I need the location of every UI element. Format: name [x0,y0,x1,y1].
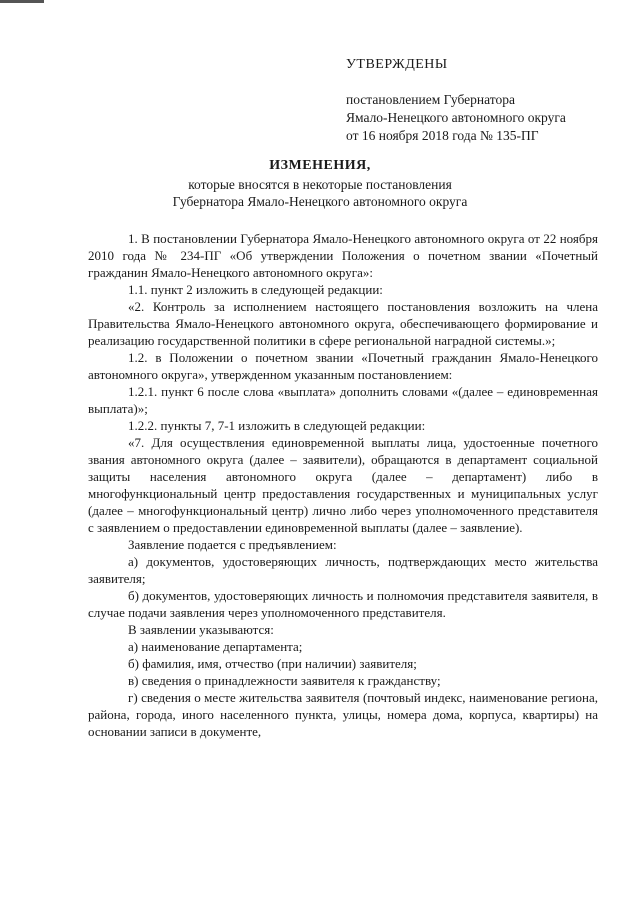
document-subtitle-1: которые вносятся в некоторые постановления [188,177,452,192]
approval-line-1: постановлением Губернатора [346,92,515,107]
document-title: ИЗМЕНЕНИЯ, [269,158,371,173]
scan-edge-mark [0,0,44,3]
paragraph: 1.2.1. пункт 6 после слова «выплата» дополнить словами «(далее – единовременная выплата)»; [88,384,598,416]
paragraph: В заявлении указываются: [128,622,274,637]
paragraph: б) документов, удостоверяющих личность и полномочия представителя заявителя, в случае подачи заявления через уполномоченного представителя. [88,588,598,620]
paragraph: Заявление подается с предъявлением: [128,537,337,552]
paragraph: 1.1. пункт 2 изложить в следующей редакции: [128,282,383,297]
approval-line-3: от 16 ноября 2018 года № 135-ПГ [346,128,539,143]
paragraph: 1. В постановлении Губернатора Ямало-Ненецкого автономного округа от 22 ноября 2010 года № 234-ПГ «Об утверждении Положения о почетном звании «Почетный гражданин Ямало-Ненецкого автономного округа»: [88,231,598,280]
paragraph: «7. Для осуществления единовременной выплаты лица, удостоенные почетного звания автономного округа (далее – заявители), обращаются в департамент социальной защиты населения автономного округа (далее – департамент) либо в многофункциональный центр предоставления государственных и муниципальных услуг (далее – многофункциональный центр) лично либо через уполномоченного представителя с заявлением о предоставлении единовременной выплаты (далее – заявление). [88,435,598,535]
document-title-block [0,157,640,210]
approval-line-2: Ямало-Ненецкого автономного округа [346,110,566,125]
approval-heading: УТВЕРЖДЕНЫ [346,57,448,72]
paragraph: 1.2.2. пункты 7, 7-1 изложить в следующей редакции: [128,418,426,433]
paragraph: а) наименование департамента; [128,639,303,654]
paragraph: г) сведения о месте жительства заявителя (почтовый индекс, наименование региона, района, города, иного населенного пункта, улицы, номера дома, корпуса, квартиры) на основании записи в документе, [88,690,598,739]
document-body [88,230,598,740]
paragraph: б) фамилия, имя, отчество (при наличии) заявителя; [128,656,417,671]
paragraph: «2. Контроль за исполнением настоящего постановления возложить на члена Правительства Ямало-Ненецкого автономного округа, обеспечивающего формирование и реализацию государственной политики в сфере региональной наградной системы.»; [88,299,598,348]
paragraph: а) документов, удостоверяющих личность, подтверждающих место жительства заявителя; [88,554,598,586]
paragraph: 1.2. в Положении о почетном звании «Почетный гражданин Ямало-Ненецкого автономного округа», утвержденном указанным постановлением: [88,350,598,382]
paragraph: в) сведения о принадлежности заявителя к гражданству; [128,673,441,688]
approval-stamp-block [346,56,566,145]
document-subtitle-2: Губернатора Ямало-Ненецкого автономного округа [172,194,468,209]
